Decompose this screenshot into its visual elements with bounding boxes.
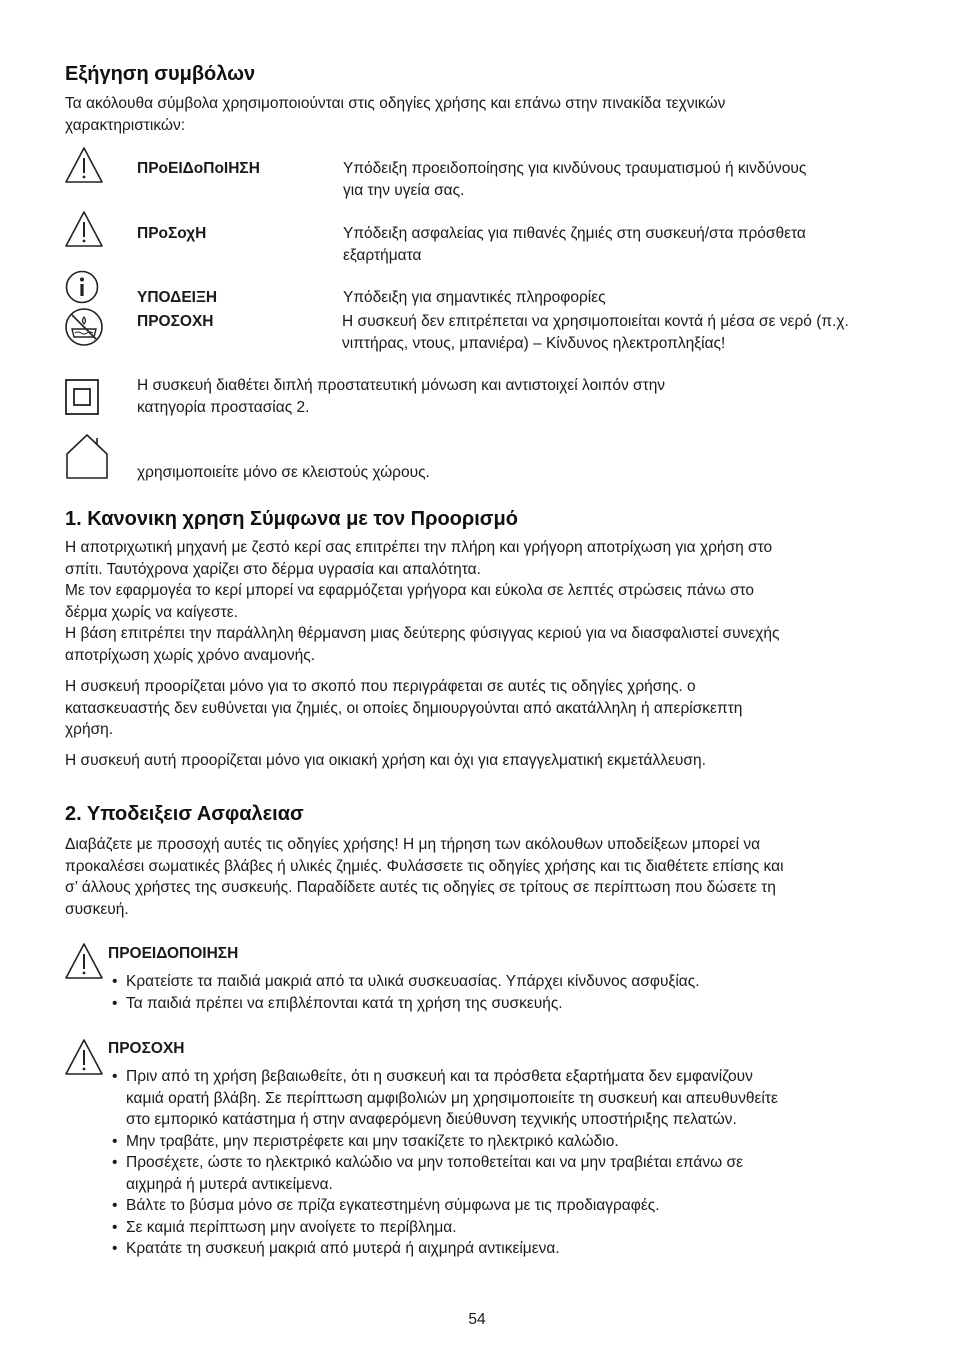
warning-list (112, 971, 892, 1014)
caution-label: ΠΡΟΣΟΧΗ (108, 1040, 185, 1057)
list-item (112, 1066, 902, 1131)
list-item (112, 1131, 902, 1153)
text-line: Η βάση επιτρέπει την παράλληλη θέρμανση μιας δεύτερης φύσιγγας κεριού για να διασφαλιστεί συνεχής (65, 625, 780, 642)
warning-triangle-icon (64, 1038, 104, 1076)
text-line: σ’ άλλους χρήστες της συσκευής. Παραδίδετε αυτές τις οδηγίες σε τρίτους σε περίπτωση που δώσετε τη (65, 879, 776, 896)
list-item (112, 1217, 902, 1239)
section2-intro (65, 834, 895, 920)
list-item (112, 1195, 902, 1217)
text-line: Διαβάζετε με προσοχή αυτές τις οδηγίες χρήσης! Η μη τήρηση των ακόλουθων υποδείξεων μπορεί να (65, 836, 761, 853)
text-line: χρήση. (65, 721, 114, 738)
info-icon (65, 270, 99, 304)
text-line: • Σε καμιά περίπτωση μην ανοίγετε το περίβλημα. (126, 1218, 457, 1236)
text-line: Η συσκευή προορίζεται μόνο για το σκοπό που περιγράφεται σε αυτές τις οδηγίες χρήσης. ο (65, 678, 696, 695)
list-item: • Τα παιδιά πρέπει να επιβλέπονται κατά τη χρήση της συσκευής. (112, 993, 892, 1015)
double-insulation-text: Η συσκευή διαθέτει διπλή προστατευτική μόνωση και αντιστοιχεί λοιπόν στην κατηγορία προστασίας 2. (137, 377, 666, 416)
symbols-intro: Τα ακόλουθα σύμβολα χρησιμοποιούνται στις οδηγίες χρήσης και επάνω στην πινακίδα τεχνικών χαρακτηριστικών: (65, 95, 726, 134)
symbol-text-no-water: Η συσκευή δεν επιτρέπεται να χρησιμοποιείται κοντά ή μέσα σε νερό (π.χ. νιπτήρας, ντους, μπανιέρα) – Κίνδυνος ηλεκτροπληξίας! (342, 313, 849, 352)
symbol-text-caution: Υπόδειξη ασφαλείας για πιθανές ζημιές στη συσκευή/στα πρόσθετα εξαρτήματα (343, 225, 806, 264)
text-line: • Μην τραβάτε, μην περιστρέφετε και μην τσακίζετε το ηλεκτρικό καλώδιο. (126, 1132, 619, 1150)
text-line: • Πριν από τη χρήση βεβαιωθείτε, ότι η συσκευή και τα πρόσθετα εξαρτήματα δεν εμφανίζουν (126, 1068, 753, 1085)
text-line: • Κρατάτε τη συσκευή μακριά από μυτερά ή αιχμηρά αντικείμενα. (126, 1240, 560, 1257)
symbol-label-caution: ΠΡοΣοχΗ (137, 225, 207, 242)
text-line: Με τον εφαρμογέα το κερί μπορεί να εφαρμόζεται γρήγορα και εύκολα σε λεπτές στρώσεις πάνω στο (65, 582, 755, 599)
symbol-label-info: ΥΠΟΔΕΙΞΗ (137, 289, 218, 306)
list-item: • Κρατείστε τα παιδιά μακριά από τα υλικά συσκευασίας. Υπάρχει κίνδυνος ασφυξίας. (112, 971, 892, 993)
list-item (112, 1238, 902, 1260)
text-line: στο εμπορικό κατάστημα ή στην αναφερόμενη διεύθυνση τεχνικής υποστήριξης πελατών. (126, 1111, 737, 1128)
text-line: αποτρίχωση χωρίς χρόνο αναμονής. (65, 646, 316, 664)
caution-list (112, 1066, 902, 1260)
text-line: κατασκευαστής δεν ευθύνεται για ζημιές, οι οποίες δημιουργούνται από ακατάλληλη ή απερίσκεπτη (65, 699, 743, 717)
symbols-title: Εξήγηση συμβόλων (65, 63, 256, 85)
warning-triangle-icon (64, 210, 104, 248)
text-line: καμιά ορατή βλάβη. Σε περίπτωση αμφιβολιών μη χρησιμοποιείτε τη συσκευή και απευθυνθείτε (126, 1089, 778, 1107)
indoor-use-text: χρησιμοποιείτε μόνο σε κλειστούς χώρους. (137, 464, 430, 481)
section1-paragraph-3: Η συσκευή αυτή προορίζεται μόνο για οικιακή χρήση και όχι για επαγγελματική εκμετάλλευση. (65, 752, 706, 769)
text-line: συσκευή. (65, 900, 129, 918)
symbol-text-info: Υπόδειξη για σημαντικές πληροφορίες (343, 289, 606, 306)
text-line: σπίτι. Ταυτόχρονα χαρίζει στο δέρμα υγρασία και απαλότητα. (65, 560, 481, 578)
symbol-label-no-water: ΠΡΟΣΟΧΗ (137, 313, 214, 330)
page-number: 54 (468, 1311, 486, 1328)
text-line: αιχμηρά ή μυτερά αντικείμενα. (126, 1175, 333, 1193)
no-water-icon (64, 307, 104, 347)
list-item (112, 1152, 902, 1195)
text-line: • Βάλτε το βύσμα μόνο σε πρίζα εγκατεστημένη σύμφωνα με τις προδιαγραφές. (126, 1197, 660, 1214)
indoor-use-icon (64, 432, 110, 480)
text-line: • Προσέχετε, ώστε το ηλεκτρικό καλώδιο να μην τοποθετείται και να μην τραβιέται επάνω σε (126, 1154, 743, 1171)
text-line: προκαλέσει σωματικές βλάβες ή υλικές ζημιές. Φυλάσσετε τις οδηγίες χρήσης και τις διαθέτετε επίσης και (65, 857, 784, 875)
text-line: Η αποτριχωτική μηχανή με ζεστό κερί σας επιτρέπει την πλήρη και γρήγορη αποτρίχωση για χρήση στο (65, 539, 773, 556)
section1-paragraph-1 (65, 537, 895, 666)
warning-label: ΠΡΟΕΙΔΟΠΟΙΗΣΗ (108, 945, 239, 962)
warning-triangle-icon (64, 942, 104, 980)
symbol-text-warning: Υπόδειξη προειδοποίησης για κινδύνους τραυματισμού ή κινδύνους για την υγεία σας. (343, 160, 807, 199)
section1-paragraph-2 (65, 676, 895, 741)
symbol-label-warning: ΠΡοΕΙΔοΠοΙΗΣΗ (137, 160, 260, 177)
text-line: δέρμα χωρίς να καίγεστε. (65, 603, 238, 621)
warning-triangle-icon (64, 146, 104, 184)
double-insulation-icon (65, 379, 99, 415)
section2-title: 2. Υποδειξεισ Ασφαλειασ (65, 803, 304, 825)
section1-title: 1. Κανονικη χρηση Σύμφωνα με τον Προορισμό (65, 508, 518, 530)
